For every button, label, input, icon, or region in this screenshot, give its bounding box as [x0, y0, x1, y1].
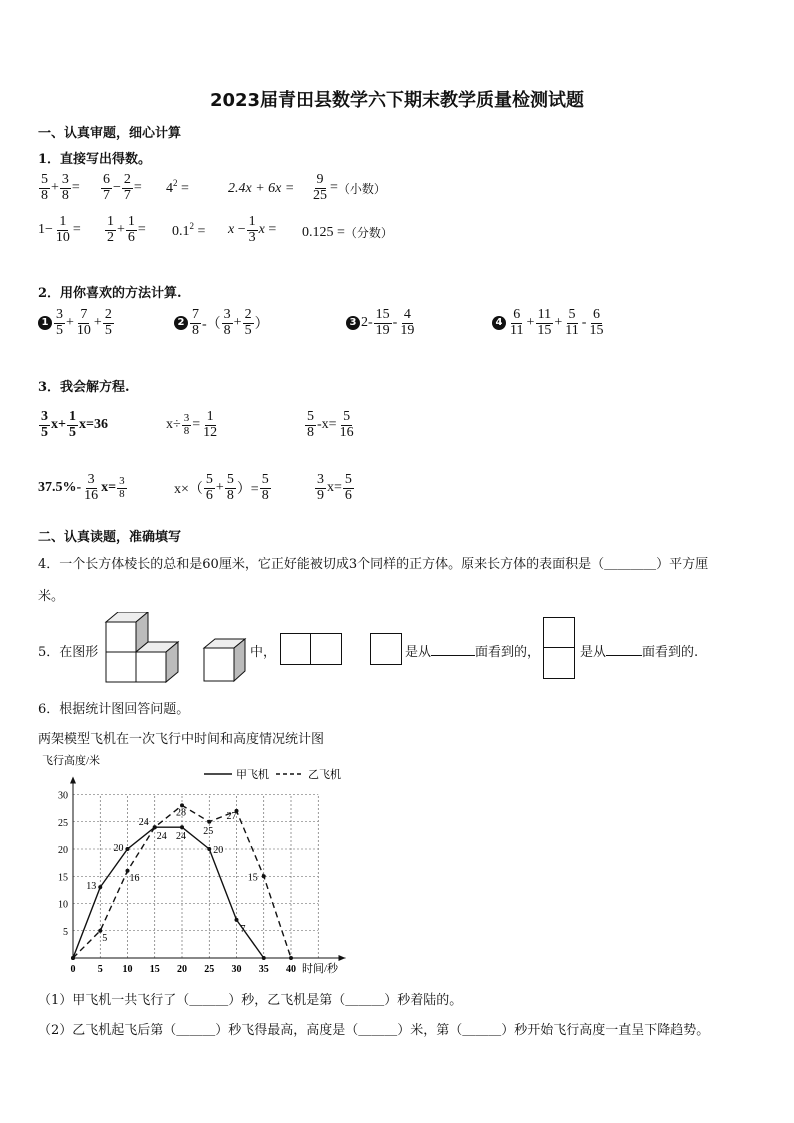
series-b-point — [207, 820, 211, 824]
q5-text-2: 是从 面看到的. — [580, 645, 699, 660]
x-tick-label: 40 — [286, 964, 296, 975]
q3-equation-5: x×（ $\frac{5}{6}$ + $\frac{5}{8}$ ）= $\frac{5}{8}$ — [174, 472, 269, 503]
section-2-heading: 二、认真读题，准确填写 — [38, 530, 182, 545]
q6-subquestion-1: （1）甲飞机一共飞行了（＿＿＿）秒，乙飞机是第（＿＿＿）秒着陆的。 — [38, 993, 463, 1008]
chart-title: 两架模型飞机在一次飞行中时间和高度情况统计图 — [38, 732, 325, 747]
q1-expr-g: $\frac{1}{2}$ + $\frac{1}{6}$ = — [107, 214, 146, 245]
q5-text-1: 是从 面看到的， — [405, 645, 541, 660]
series-b-point — [289, 956, 293, 960]
x-tick-label: 25 — [204, 964, 215, 975]
q2-expr-2: 2 $\frac{7}{8}$ -（ $\frac{3}{8}$ + $\frac{2}{5}$ ） — [174, 308, 269, 338]
single-cube-figure — [202, 638, 248, 684]
q5-mid: 中， — [250, 645, 277, 660]
data-label-b: 16 — [129, 872, 140, 884]
series-a-point — [126, 847, 130, 851]
data-label-b: 28 — [176, 807, 186, 819]
x-tick-label: 35 — [258, 964, 269, 975]
data-label-a: 24 — [176, 831, 186, 843]
page-title: 2023届青田县数学六下期末教学质量检测试题 — [209, 90, 585, 111]
series-b-point — [153, 825, 157, 829]
x-tick-label: 20 — [177, 964, 187, 975]
q5-prefix: 5．在图形 — [38, 645, 99, 660]
y-tick-label: 15 — [58, 872, 68, 884]
series-a-point — [262, 956, 266, 960]
data-label-a: 13 — [86, 881, 97, 893]
x-axis-label: 时间/秒 — [302, 963, 339, 975]
q2-expr-3: 3 2- $\frac{15}{19}$ - $\frac{4}{19}$ — [346, 308, 417, 338]
q5-blank-2[interactable] — [606, 655, 642, 656]
q3-equation-3: $\frac{5}{8}$ -x= $\frac{5}{16}$ — [307, 409, 354, 440]
legend — [204, 767, 341, 781]
legend-label-b: 乙飞机 — [308, 769, 341, 781]
x-tick-label: 30 — [231, 964, 242, 975]
q1-expr-b: $\frac{6}{7}$ − $\frac{2}{7}$ = — [103, 172, 142, 203]
y-axis-label: 飞行高度/米 — [42, 755, 101, 767]
q1-expr-a: $\frac{5}{8}$ + $\frac{3}{8}$ = — [41, 172, 80, 203]
q1-expr-d: 2.4x + 6x = — [228, 181, 295, 196]
y-tick-label: 5 — [63, 926, 68, 938]
q1-expr-f: 1− $\frac{1}{10}$ = — [38, 214, 81, 245]
series-b-point — [262, 874, 266, 878]
data-label-b: 15 — [247, 872, 258, 884]
question-2-label: 2．用你喜欢的方法计算. — [38, 286, 182, 301]
y-tick-label: 10 — [58, 899, 68, 911]
x-tick-label: 15 — [149, 964, 160, 975]
view-stacked-squares — [543, 617, 575, 679]
data-label-a: 7 — [240, 923, 246, 935]
data-label-b: 24 — [156, 831, 167, 843]
q2-expr-1: 1 $\frac{3}{5}$ + $\frac{7}{10}$ + $\frac{2}{5}$ — [38, 308, 115, 338]
q1-expr-i: x − $\frac{1}{3}$ x = — [228, 214, 277, 245]
q3-equation-1: $\frac{3}{5}$ x+ $\frac{1}{5}$ x =36 — [41, 409, 108, 440]
y-axis-arrow — [70, 777, 76, 784]
question-4-line-1: 4．一个长方体棱长的总和是60厘米，它正好能被切成3个同样的正方体。原来长方体的表面积是（＿＿＿＿）平方厘 — [38, 557, 709, 572]
flight-line-chart — [36, 750, 366, 980]
q5-blank-1[interactable] — [431, 655, 475, 656]
question-1-label: 1．直接写出得数。 — [38, 152, 152, 167]
series-a-point — [207, 847, 211, 851]
legend-label-a: 甲飞机 — [236, 769, 269, 781]
cube-stack-figure — [104, 612, 182, 684]
front-view-two-squares — [280, 633, 342, 665]
q6-subquestion-2: （2）乙飞机起飞后第（＿＿＿）秒飞得最高，高度是（＿＿＿）米，第（＿＿＿）秒开始飞行高度一直呈下降趋势。 — [38, 1023, 710, 1038]
series-a-point — [180, 825, 184, 829]
data-label-a: 20 — [113, 843, 124, 854]
data-label-a: 24 — [138, 817, 149, 829]
y-tick-label: 20 — [58, 845, 68, 856]
series-a-point — [235, 918, 239, 922]
q3-equation-2: x÷ $\frac{3}{8}$ = $\frac{1}{12}$ — [166, 409, 218, 440]
data-label-a: 20 — [213, 845, 224, 856]
question-4-line-2: 米。 — [38, 589, 65, 604]
section-1-heading: 一、认真审题，细心计算 — [38, 126, 182, 141]
q1-expr-h: 0.1 2 = — [172, 221, 206, 239]
series-b-point — [71, 956, 75, 960]
x-tick-label: 0 — [70, 964, 76, 975]
question-3-label: 3．我会解方程. — [38, 380, 130, 395]
x-tick-label: 5 — [97, 964, 103, 975]
q3-equation-6: $\frac{3}{9}$ x= $\frac{5}{6}$ — [317, 472, 352, 503]
q2-expr-4: 4 $\frac{6}{11}$ + $\frac{11}{15}$ + $\frac{5}{11}$ - $\frac{6}{15}$ — [492, 308, 606, 338]
data-label-b: 27 — [226, 810, 237, 822]
question-6-label: 6．根据统计图回答问题。 — [38, 702, 190, 717]
q1-expr-e: $\frac{9}{25}$ = （小数） — [313, 172, 386, 203]
q1-expr-j: 0.125 = （分数） — [302, 224, 393, 240]
x-axis-arrow — [339, 955, 346, 961]
q1-expr-c: 4 2 = — [166, 178, 189, 196]
series-a-point — [98, 885, 102, 889]
data-label-b: 5 — [102, 932, 108, 944]
view-single-square — [370, 633, 402, 665]
y-tick-label: 25 — [58, 817, 68, 829]
data-label-b: 25 — [203, 825, 214, 837]
q3-equation-4: 37.5%- $\frac{3}{16}$ x= $\frac{3}{8}$ — [38, 472, 125, 503]
x-tick-label: 10 — [122, 964, 133, 975]
y-tick-label: 30 — [58, 790, 68, 802]
